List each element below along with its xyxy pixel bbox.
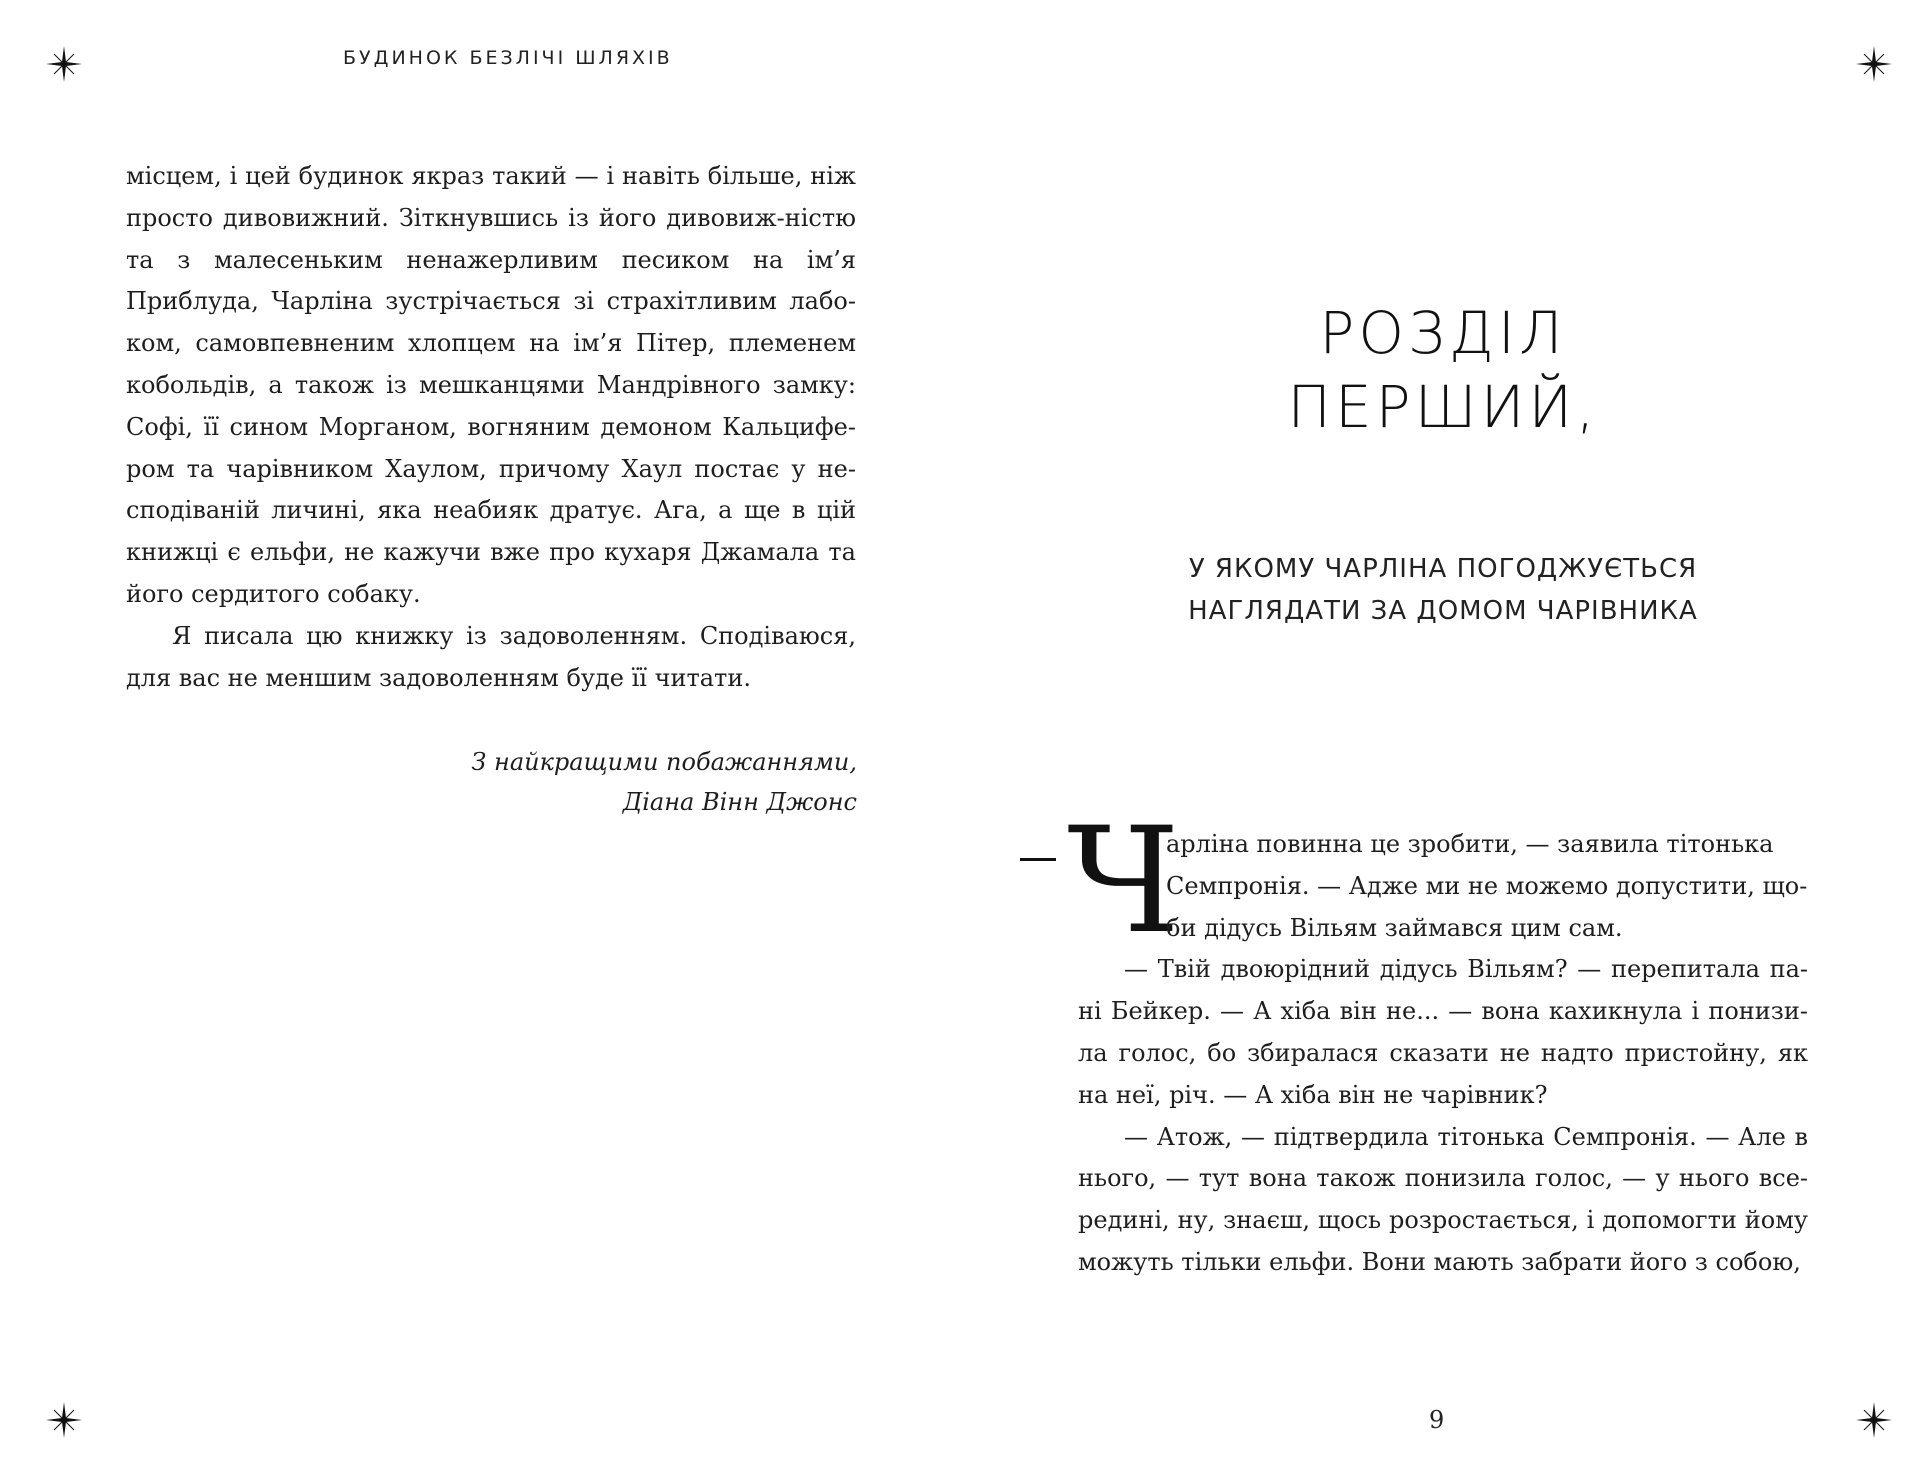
chapter-subtitle <box>1093 548 1793 632</box>
first-paragraph-line: би дідусь Вільям займався цим сам. <box>1166 913 1623 942</box>
signoff-greeting: З найкращими побажаннями, <box>471 748 857 776</box>
left-page-body <box>126 156 856 699</box>
first-paragraph-line: арліна повинна це зробити, — заявила тітонька <box>1166 830 1774 858</box>
right-page-body <box>1078 824 1808 1284</box>
signoff <box>380 742 857 822</box>
page-number: 9 <box>1429 1406 1445 1434</box>
body-paragraph: місцем, і цей будинок якраз такий — і навіть більше, ніж просто дивовижний. Зіткнувшись із його дивовиж-ністю та з малесеньким ненажерливим песиком на ім’я Приблуда, Чарліна зустрічається зі страхітливим лабо-ком, самовпевненим хлопцем на ім’я Пітер, племенем кобольдів, а також із мешканцями Мандрівного замку: Софі, її сином Морганом, вогняним демоном Кальцифе-ром та чарівником Хаулом, причому Хаул постає у не-сподіваній личині, яка неабияк дратує. Ага, а ще в цій книжці є ельфи, не кажучи вже про кухаря Джамала та його сердитого собаку. <box>126 162 856 608</box>
four-point-star-icon <box>1854 1400 1894 1440</box>
four-point-star-icon <box>44 44 84 84</box>
chapter-title <box>1093 296 1793 444</box>
chapter-subtitle-line: У ЯКОМУ ЧАРЛІНА ПОГОДЖУЄТЬСЯ <box>1188 554 1698 584</box>
signoff-author: Діана Вінн Джонс <box>622 788 857 816</box>
four-point-star-icon <box>44 1400 84 1440</box>
dialogue-dash <box>1020 858 1056 861</box>
chapter-title-line: РОЗДІЛ <box>1319 299 1567 367</box>
first-paragraph <box>1078 824 1808 949</box>
four-point-star-icon <box>1854 44 1894 84</box>
running-head: БУДИНОК БЕЗЛІЧІ ШЛЯХІВ <box>343 47 673 69</box>
body-paragraph: Я писала цю книжку із задоволенням. Сподіваюся, для вас не меншим задоволенням буде її читати. <box>126 621 856 692</box>
drop-cap: Ч <box>1067 796 1180 966</box>
body-paragraph: — Атож, — підтвердила тітонька Семпронія. — Але в нього, — тут вона також понизила голос, — у нього все-редині, ну, знаєш, щось розростається, і допомогти йому можуть тільки ельфи. Вони мають забрати його з собою, <box>1078 1122 1808 1276</box>
first-paragraph-line: Семпронія. — Адже ми не можемо допустити, що- <box>1166 871 1808 900</box>
chapter-subtitle-line: НАГЛЯДАТИ ЗА ДОМОМ ЧАРІВНИКА <box>1188 596 1698 626</box>
chapter-title-line: ПЕРШИЙ, <box>1287 373 1599 441</box>
body-paragraph: — Твій двоюрідний дідусь Вільям? — перепитала па-ні Бейкер. — А хіба він не... — вона кахикнула і понизи-ла голос, бо збиралася сказати не надто пристойну, як на неї, річ. — А хіба він не чарівник? <box>1078 955 1808 1109</box>
